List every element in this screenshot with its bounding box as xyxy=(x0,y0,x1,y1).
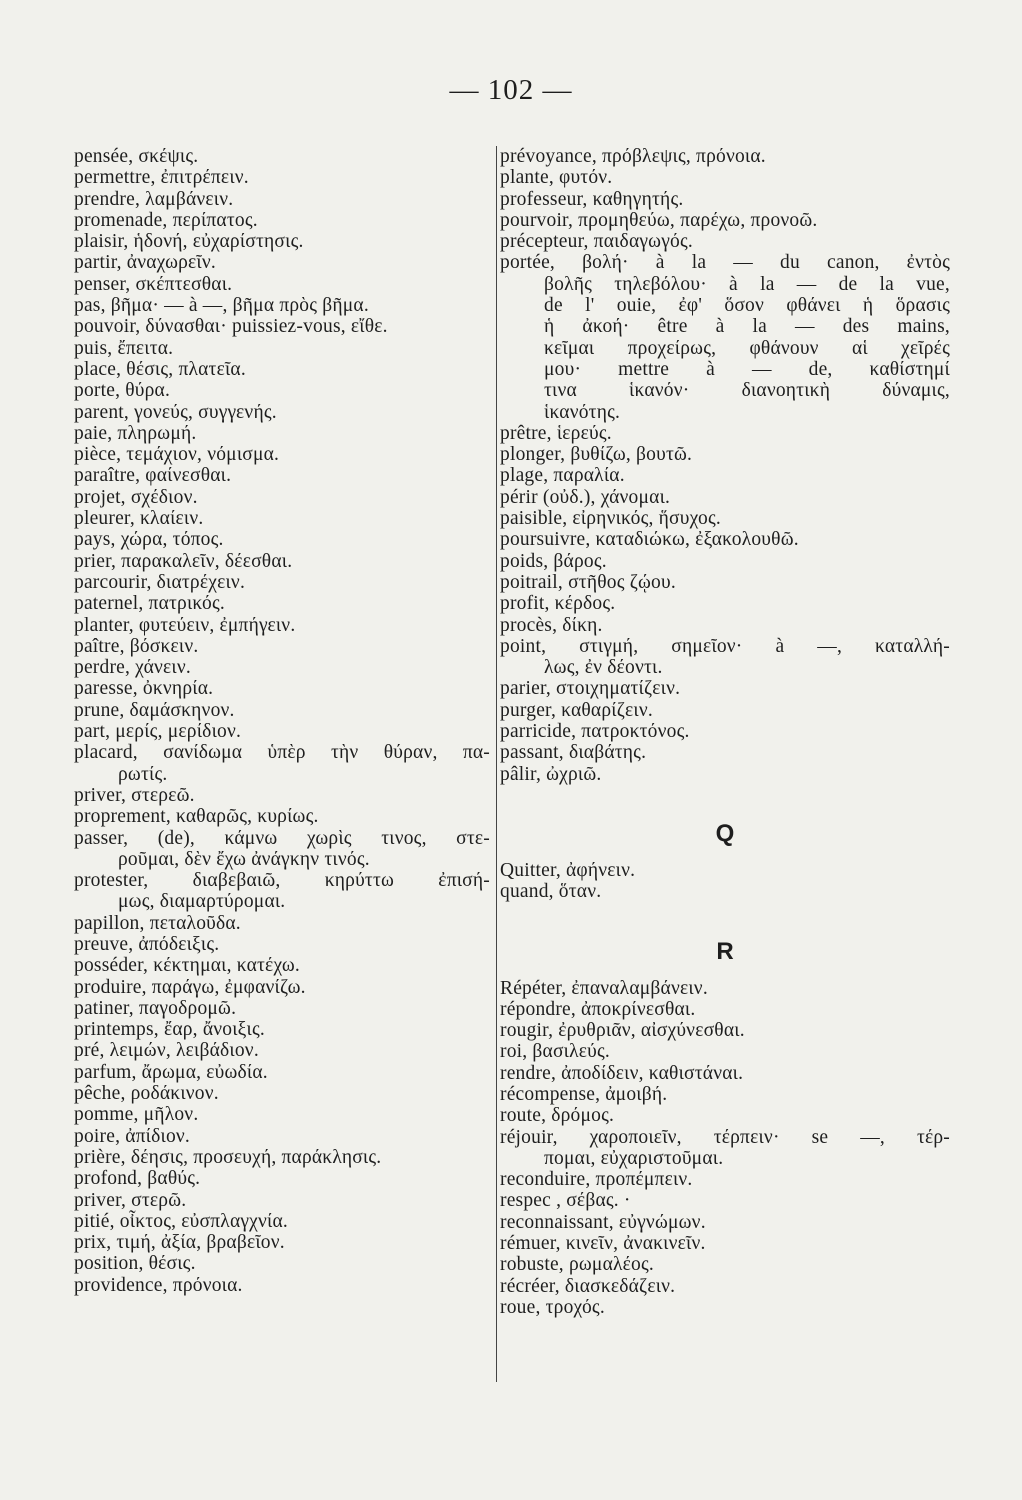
dictionary-entry: Répéter, ἐπαναλαμβάνειν. xyxy=(500,977,708,999)
dictionary-entry xyxy=(74,828,490,871)
dictionary-entry: poids, βάρος. xyxy=(500,550,607,572)
dictionary-entry: profit, κέρδος. xyxy=(500,593,616,615)
dictionary-entry xyxy=(500,1127,950,1170)
entry-line: μου· mettre à — de, καθίστημί xyxy=(544,358,950,380)
dictionary-entry: pièce, τεμάχιον, νόμισμα. xyxy=(74,444,280,466)
dictionary-entry: prévoyance, πρόβλεψις, πρόνοια. xyxy=(500,146,766,167)
dictionary-entry: pâlir, ὠχριῶ. xyxy=(500,763,602,785)
entry-line: βολῆς τηλεβόλου· à la — de la vue, xyxy=(544,273,950,295)
dictionary-entry xyxy=(74,870,490,913)
dictionary-entry: reconduire, προπέμπειν. xyxy=(500,1169,693,1191)
dictionary-entry: partir, ἀναχωρεῖν. xyxy=(74,252,216,274)
dictionary-entry xyxy=(74,742,490,785)
entry-continuation: πομαι, εὐχαριστοῦμαι. xyxy=(544,1147,724,1169)
dictionary-entry: roi, βασιλεύς. xyxy=(500,1041,611,1063)
dictionary-entry: place, θέσις, πλατεῖα. xyxy=(74,358,246,380)
dictionary-entry: preuve, ἀπόδειξις. xyxy=(74,933,220,955)
dictionary-entry: paresse, ὀκνηρία. xyxy=(74,678,214,700)
dictionary-entry: pré, λειμών, λειβάδιον. xyxy=(74,1040,259,1062)
dictionary-entry: part, μερίς, μερίδιον. xyxy=(74,721,242,743)
dictionary-entry: penser, σκέπτεσθαι. xyxy=(74,273,233,295)
dictionary-entry: planter, φυτεύειν, ἐμπήγειν. xyxy=(74,614,296,636)
dictionary-entry: poursuivre, καταδιώκω, ἐξακολουθῶ. xyxy=(500,529,799,551)
dictionary-entry: roue, τροχός. xyxy=(500,1296,605,1318)
dictionary-entry: robuste, ρωμαλέος. xyxy=(500,1254,654,1276)
entry-continuation: λως, ἐν δέοντι. xyxy=(544,657,663,679)
dictionary-entry: périr (οὐδ.), χάνομαι. xyxy=(500,486,671,508)
dictionary-entry: projet, σχέδιον. xyxy=(74,486,198,508)
dictionary-entry: pomme, μῆλον. xyxy=(74,1104,199,1126)
dictionary-entry: pourvoir, προμηθεύω, παρέχω, προνοῶ. xyxy=(500,209,818,231)
section-r-entries xyxy=(500,978,950,1319)
entry-continuation: ροῦμαι, δὲν ἔχω ἀνάγκην τινός. xyxy=(118,848,370,870)
dictionary-entry: produire, παράγω, ἐμφανίζω. xyxy=(74,976,306,998)
dictionary-entry: pouvoir, δύνασθαι· puissiez-vous, εἴθε. xyxy=(74,316,388,338)
dictionary-entry: plaisir, ἡδονή, εὐχαρίστησις. xyxy=(74,231,304,253)
dictionary-entry: puis, ἔπειτα. xyxy=(74,337,174,359)
dictionary-entry: récréer, διασκεδάζειν. xyxy=(500,1275,676,1297)
dictionary-entry: priver, στερεῶ. xyxy=(74,784,195,806)
dictionary-entry: répondre, ἀποκρίνεσθαι. xyxy=(500,998,696,1020)
dictionary-entry: porte, θύρα. xyxy=(74,380,171,402)
dictionary-entry: quand, ὅταν. xyxy=(500,881,602,903)
dictionary-entry: paraître, φαίνεσθαι. xyxy=(74,465,232,487)
dictionary-entry: Quitter, ἀφήνειν. xyxy=(500,859,636,881)
dictionary-entry: posséder, κέκτημαι, κατέχω. xyxy=(74,955,300,977)
dictionary-entry: poitrail, στῆθος ζῴου. xyxy=(500,571,676,593)
left-column xyxy=(74,146,490,1296)
entry-line: passer, (de), κάμνω χωρὶς τινος, στε- xyxy=(74,827,490,849)
page-number: — 102 — xyxy=(449,74,573,106)
entry-line: portée, βολή· à la — du canon, ἐντὸς xyxy=(500,252,950,274)
dictionary-entry: pensée, σκέψις. xyxy=(74,146,199,167)
right-column xyxy=(500,146,950,1318)
dictionary-entry: perdre, χάνειν. xyxy=(74,657,191,679)
entry-line: ἡ ἀκοή· être à la — des mains, xyxy=(544,316,950,338)
dictionary-entry: parent, γονεύς, συγγενής. xyxy=(74,401,277,423)
entry-line: τινα ἱκανόν· διανοητικὴ δύναμις, xyxy=(544,380,950,402)
dictionary-entry: prune, δαμάσκηνον. xyxy=(74,699,235,721)
entry-line: protester, διαβεβαιῶ, κηρύττω ἐπισή- xyxy=(74,870,490,892)
dictionary-entry: prier, παρακαλεῖν, δέεσθαι. xyxy=(74,550,293,572)
dictionary-entry: parfum, ἄρωμα, εὐωδία. xyxy=(74,1061,268,1083)
dictionary-entry: passant, διαβάτης. xyxy=(500,742,647,764)
dictionary-entry: reconnaissant, εὐγνώμων. xyxy=(500,1211,706,1233)
entry-line: de l' ouie, ἐφ' ὅσον φθάνει ἡ ὅρασις xyxy=(544,295,950,317)
dictionary-entry: printemps, ἔαρ, ἄνοιξις. xyxy=(74,1019,265,1041)
dictionary-entry: récompense, ἀμοιβή. xyxy=(500,1083,668,1105)
dictionary-entry: papillon, πεταλοῦδα. xyxy=(74,912,241,934)
dictionary-entry: paisible, εἰρηνικός, ἥσυχος. xyxy=(500,508,721,530)
dictionary-entry: prêtre, ἱερεύς. xyxy=(500,422,612,444)
dictionary-entry: providence, πρόνοια. xyxy=(74,1274,243,1296)
dictionary-entry xyxy=(500,636,950,679)
dictionary-entry: parcourir, διατρέχειν. xyxy=(74,571,246,593)
dictionary-entry: pêche, ροδάκινον. xyxy=(74,1083,219,1105)
dictionary-entry: prendre, λαμβάνειν. xyxy=(74,188,234,210)
entry-line: ἱκανότης. xyxy=(544,401,621,423)
dictionary-entry: permettre, ἐπιτρέπειν. xyxy=(74,167,249,189)
dictionary-entry: parier, στοιχηματίζειν. xyxy=(500,678,681,700)
dictionary-entry: prière, δέησις, προσευχή, παράκλησις. xyxy=(74,1146,382,1168)
dictionary-entry: précepteur, παιδαγωγός. xyxy=(500,231,693,253)
dictionary-entry: pleurer, κλαίειν. xyxy=(74,508,204,530)
dictionary-entry: rendre, ἀποδίδειν, καθιστάναι. xyxy=(500,1062,744,1084)
dictionary-entry: pas, βῆμα· — à —, βῆμα πρὸς βῆμα. xyxy=(74,295,369,317)
section-heading-r: R xyxy=(716,937,734,965)
dictionary-entry: pays, χώρα, τόπος. xyxy=(74,529,224,551)
dictionary-entry: position, θέσις. xyxy=(74,1253,196,1275)
dictionary-entry: rougir, ἐρυθριᾶν, αἰσχύνεσθαι. xyxy=(500,1020,745,1042)
entry-line: placard, σανίδωμα ὑπὲρ τὴν θύραν, πα- xyxy=(74,742,490,764)
dictionary-entry: professeur, καθηγητής. xyxy=(500,188,684,210)
dictionary-entry: paie, πληρωμή. xyxy=(74,422,197,444)
dictionary-entry: pitié, οἶκτος, εὐσπλαγχνία. xyxy=(74,1210,288,1232)
dictionary-entry: plage, παραλία. xyxy=(500,465,625,487)
dictionary-entry: promenade, περίπατος. xyxy=(74,209,258,231)
column-divider xyxy=(496,146,497,1382)
entry-continuation: μως, διαμαρτύρομαι. xyxy=(118,891,286,913)
dictionary-entry: parricide, πατροκτόνος. xyxy=(500,721,690,743)
entry-continuation: ρωτίς. xyxy=(118,763,168,785)
dictionary-entry: route, δρόμος. xyxy=(500,1105,615,1127)
dictionary-entry: paternel, πατρικός. xyxy=(74,593,225,615)
section-heading-q: Q xyxy=(715,819,735,847)
dictionary-entry: patiner, παγοδρομῶ. xyxy=(74,997,237,1019)
dictionary-entry: proprement, καθαρῶς, κυρίως. xyxy=(74,806,319,828)
dictionary-entry: plante, φυτόν. xyxy=(500,167,613,189)
dictionary-entry: purger, καθαρίζειν. xyxy=(500,699,653,721)
entry-line: κεῖμαι προχείρως, φθάνουν αἱ χεῖρές xyxy=(544,337,950,359)
dictionary-entry: respec , σέβας. · xyxy=(500,1190,631,1212)
dictionary-entry: plonger, βυθίζω, βουτῶ. xyxy=(500,444,693,466)
dictionary-entry: prix, τιμή, ἀξία, βραβεῖον. xyxy=(74,1232,285,1254)
section-q-entries xyxy=(500,860,950,903)
dictionary-entry: rémuer, κινεῖν, ἀνακινεῖν. xyxy=(500,1233,706,1255)
dictionary-entry: procès, δίκη. xyxy=(500,614,603,636)
dictionary-entry: profond, βαθύς. xyxy=(74,1168,201,1190)
right-column-p-entries xyxy=(500,146,950,785)
dictionary-entry: poire, ἀπίδιον. xyxy=(74,1125,191,1147)
entry-line: point, στιγμή, σημεῖον· à —, καταλλή- xyxy=(500,635,950,657)
dictionary-entry: paître, βόσκειν. xyxy=(74,635,199,657)
dictionary-entry xyxy=(500,252,950,422)
dictionary-entry: priver, στερῶ. xyxy=(74,1189,187,1211)
entry-line: réjouir, χαροποιεῖν, τέρπειν· se —, τέρ- xyxy=(500,1126,950,1148)
